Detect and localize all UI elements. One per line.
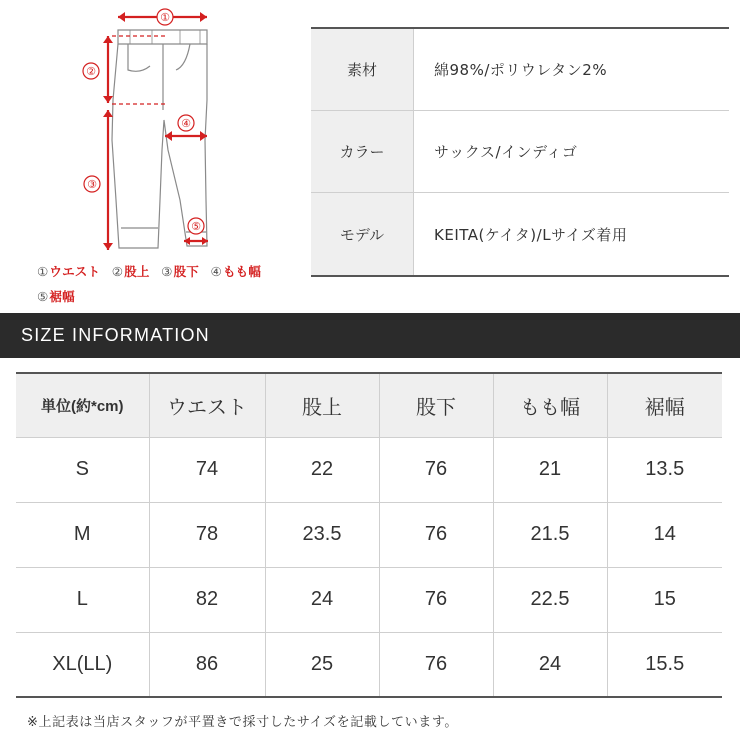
header-inseam: 股下 (379, 373, 493, 437)
product-spec-table (311, 27, 729, 277)
size-table-header-row (16, 373, 722, 437)
diagram-legend-line1 (37, 262, 268, 280)
pants-illustration (0, 0, 300, 260)
marker-waist (118, 9, 207, 25)
marker-rise-num: ② (86, 65, 96, 78)
marker-hem-num: ⑤ (191, 220, 201, 233)
table-row (16, 502, 722, 567)
size-cell: S (16, 437, 149, 502)
legend-item-inseam: ③股下 (161, 264, 199, 279)
marker-inseam (84, 110, 113, 250)
header-rise: 股上 (265, 373, 379, 437)
spec-label: モデル (311, 193, 414, 275)
table-cell: 23.5 (265, 502, 379, 567)
table-cell: 25 (265, 632, 379, 697)
table-cell: 22.5 (493, 567, 607, 632)
footnote: ※上記表は当店スタッフが平置きで採寸したサイズを記載しています。 (27, 715, 459, 730)
header-hem: 裾幅 (607, 373, 722, 437)
size-table (16, 372, 722, 698)
table-cell: 78 (149, 502, 265, 567)
table-cell: 82 (149, 567, 265, 632)
spec-label: カラー (311, 111, 414, 192)
table-row (16, 632, 722, 697)
table-cell: 76 (379, 632, 493, 697)
table-cell: 76 (379, 502, 493, 567)
pants-outline (112, 30, 207, 248)
spec-label: 素材 (311, 29, 414, 110)
size-cell: L (16, 567, 149, 632)
table-cell: 15 (607, 567, 722, 632)
marker-rise (83, 36, 165, 104)
table-cell: 21.5 (493, 502, 607, 567)
spec-value: サックス/インディゴ (434, 143, 578, 161)
legend-item-rise: ②股上 (111, 264, 150, 279)
marker-thigh (165, 115, 207, 141)
table-cell: 15.5 (607, 632, 722, 697)
table-row (16, 437, 722, 502)
table-cell: 13.5 (607, 437, 722, 502)
table-cell: 86 (149, 632, 265, 697)
table-cell: 21 (493, 437, 607, 502)
table-cell: 14 (607, 502, 722, 567)
size-information-header: SIZE INFORMATION (0, 313, 740, 358)
table-cell: 76 (379, 437, 493, 502)
marker-waist-num: ① (160, 11, 170, 24)
table-cell: 76 (379, 567, 493, 632)
measurement-diagram (0, 0, 300, 310)
header-waist: ウエスト (149, 373, 265, 437)
table-row (16, 567, 722, 632)
table-cell: 24 (493, 632, 607, 697)
header-unit: 単位(約*cm) (16, 373, 149, 437)
legend-item-hem: ⑤裾幅 (37, 289, 75, 304)
spec-row-color (311, 111, 729, 193)
spec-value: KEITA(ケイタ)/Lサイズ着用 (434, 225, 628, 244)
size-cell: M (16, 502, 149, 567)
table-cell: 74 (149, 437, 265, 502)
marker-thigh-num: ④ (181, 117, 191, 130)
table-cell: 24 (265, 567, 379, 632)
spec-row-model (311, 193, 729, 275)
spec-value: 綿98%/ポリウレタン2% (434, 61, 608, 79)
table-cell: 22 (265, 437, 379, 502)
header-thigh: もも幅 (493, 373, 607, 437)
diagram-legend-line2 (37, 287, 82, 305)
size-cell: XL(LL) (52, 652, 113, 675)
legend-item-waist: ①ウエスト (37, 264, 101, 279)
legend-item-thigh: ④もも幅 (210, 264, 262, 279)
spec-row-material (311, 29, 729, 111)
marker-inseam-num: ③ (87, 178, 97, 191)
